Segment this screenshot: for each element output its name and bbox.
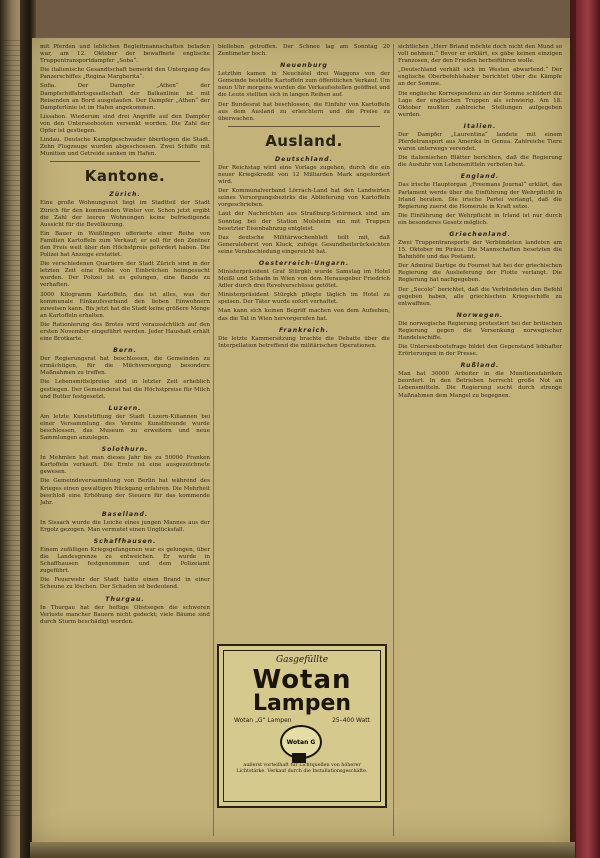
column-rule: [213, 44, 214, 836]
article-paragraph: Ministerpräsident Stürgkh pflegte täglich im Hotel zu speisen. Der Täter wurde sofort verhaftet.: [218, 292, 390, 306]
ad-footnote: außerst vorteilhaft für Lichtquellen von höherer Lichtstärke. Verkauf durch die Installationsgeschäfte.: [236, 763, 368, 774]
article-paragraph: bielleben getroffen. Der Schnee lag am Sonntag 20 Zentimeter hoch.: [218, 44, 390, 58]
article-paragraph: Eine große Wohnungsnot liegt im Stadtteil der Stadt Zürich für den kommenden Winter vor. Schon jetzt ergibt die Zahl der leeren Wohnungen keine befriedigende Aussicht für die Bevölkerung.: [40, 200, 210, 228]
article-paragraph: mit Pferden und leblichen Begleitmannschaften beladen war, am 12. Oktober der bewaffnete englische Truppentransportdampfer „Soba“.: [40, 44, 210, 65]
column-a: [40, 44, 210, 836]
article-paragraph: Einem zufälligen Kriegsgefangenen war es gelungen, über die Landesgrenze zu entweichen. Er wurde in Schaffhausen festgenommen und dem Polizeiamt zugeführt.: [40, 546, 210, 575]
article-paragraph: Die Gemeindeversammlung von Berlin hat während des Krieges einen gewaltigen Rückgang erfahren. Die Mehrheit beschloß eine Erhöhung der Steuern für das kommende Jahr.: [40, 478, 210, 506]
section-heading-ausland: Ausland.: [265, 131, 343, 150]
article-paragraph: Das irische Hauptorgan „Freemans Journal“ erklärt, das Parlament werde über die Einführung der Wehrpflicht in Irland beraten. Die irische Partei verlangt, daß die Regierung zuerst die Homerule in Kraft setze.: [398, 182, 562, 210]
article-paragraph: Laut der Nachrichten aus Straßburg-Schirmeck sind am Sonntag bei der Station Molsheim ein mit Truppen besetzter Eisenbahnzug entgleist.: [218, 211, 390, 232]
subheading-solothurn: Solothurn.: [101, 446, 149, 454]
article-paragraph: Ministerpräsident Graf Stürgkh wurde Samstag im Hotel Meißl und Schadn in Wien von dem Herausgeber Friedrich Adler durch drei Revolverschüsse getötet.: [218, 268, 390, 290]
subheading-baselland: Baselland.: [101, 510, 149, 518]
article-paragraph: In Thurgau hat der heftige Obstsegen die schweren Verluste mancher Bauern nicht gedeckt; viele Bäume sind durch Sturm beschädigt worden.: [40, 604, 210, 625]
article-paragraph: 3000 Kilogramm Kartoffeln, das ist alles, was der kommunale Einkaufsverband den lieben Einwohnern zuweisen kann. Bis jetzt hat die Stadt keine größere Menge an Kartoffeln erhalten.: [40, 291, 210, 319]
book-binding-edge: [570, 0, 600, 858]
article-paragraph: Das deutsche Militärwochenblatt teilt mit, daß Generaloberst von Kluck, zufolge Gesundheitsrücksichten seine Verabschiedung eingereicht hat.: [218, 234, 390, 255]
subheading-deutschland: Deutschland.: [275, 155, 333, 163]
section-divider: [228, 126, 380, 127]
section-divider: [50, 161, 200, 162]
newspaper-page: [32, 38, 570, 842]
lightbulb-icon: Wotan G: [280, 725, 322, 759]
column-c: [398, 44, 562, 836]
article-paragraph: Man hat 30000 Arbeiter in die Munitionsfabriken beordert. In den Betrieben herrscht große Not an Lebensmitteln. Die Regierung sucht durch strenge Maßnahmen dem Mangel zu begegnen.: [398, 371, 562, 399]
article-paragraph: „Deutschland verhält sich im Westen abwartend.“ Der englische Oberbefehlshaber berichtet über die Kämpfe an der Somme.: [398, 67, 562, 88]
subheading-norwegen: Norwegen.: [456, 311, 504, 319]
ad-subline-right: 25–400 Watt: [332, 717, 370, 724]
article-paragraph: Am letzte Kunststiftung der Stadt Luzern-Kiliannen bei einer Versammlung des Vereins Kunstfreunde wurde beschlossen, das Museum zu erweitern und neue Sammlungen anzulegen.: [40, 413, 210, 442]
article-paragraph: sichtlichen „Herr Briand möchte doch nicht den Mund so voll nehmen.“ Bevor er erklärt, es gäbe keinen einzigen Franzosen, der den Frieden herbeiführen wolle.: [398, 44, 562, 65]
article-paragraph: Die englische Korrespondenz an der Somme schildert die Lage der englischen Truppen als schwierig. Am 18. Oktober mußten zahlreiche Stellungen aufgegeben werden.: [398, 90, 562, 118]
article-paragraph: Die verschiedenen Quartiere der Stadt Zürich sind in der letzten Zeit eine Reihe von Einbrüchen heimgesucht worden. Der Polizei ist es gelungen, eine Bande zu verhaften.: [40, 261, 210, 289]
article-paragraph: Der Reichstag wird eine Vorlage zugehen, durch die ein neuer Kriegskredit von 12 Milliarden Mark angefordert wird.: [218, 164, 390, 186]
article-paragraph: Die Unterseebootsfrage bildet den Gegenstand lebhafter Erörterungen in der Presse.: [398, 344, 562, 358]
wotan-lamp-advertisement: [217, 644, 387, 808]
subheading-england: England.: [460, 173, 500, 181]
article-paragraph: Der Regierungsrat hat beschlossen, die Gemeinden zu ermächtigen, für die Milchversorgung besondere Maßnahmen zu treffen.: [40, 356, 210, 377]
article-paragraph: Die italienischen Blätter berichten, daß die Regierung die Ausfuhr von Lebensmitteln verboten hat.: [398, 155, 562, 169]
section-heading-kantone: Kantone.: [84, 167, 166, 186]
subheading-russland: Rußland.: [460, 362, 500, 370]
article-paragraph: Die Feuerwehr der Stadt hatte einen Brand in einer Scheune zu löschen. Der Schaden ist bedeutend.: [40, 577, 210, 591]
article-paragraph: In Sissach wurde die Leiche eines jungen Mannes aus der Ergolz gezogen. Man vermutet einen Unglücksfall.: [40, 519, 210, 533]
article-paragraph: Man kann sich keinen Begriff machen von dem Aufsehen, das die Tat in Wien hervorgerufen hat.: [218, 308, 390, 322]
article-paragraph: Die letzte Kammersitzung brachte die Debatte über die Interpellation betreffend die militärischen Operationen.: [218, 335, 390, 349]
subheading-italien: Italien.: [463, 122, 497, 130]
article-paragraph: Die Einführung der Wehrpflicht in Irland ist nur durch ein besonderes Gesetz möglich.: [398, 212, 562, 226]
article-paragraph: Letzthin kamen in Neuchâtel drei Waggons von der Gemeinde bestellte Kartoffeln zum öffentlichen Verkauf. Um neun Uhr morgens wurden die Verkaufsstellen geöffnet und die Leute stellten sich in langen Reihen auf.: [218, 71, 390, 99]
article-paragraph: Lissabon. Wiederum sind drei Angriffe auf den Dampfer von den Unterseebooten versenkt worden. Die Zahl der Opfer ist gestiegen.: [40, 113, 210, 135]
article-paragraph: Sofia. Der Dampfer „Athen“ der Dampfschiffahrtsgesellschaft der Balkanlinie ist mit Reisenden an Bord ausgelaufen. Der Dampfer „Athen“ der Dampferlinie ist im Hafen angekommen.: [40, 83, 210, 111]
article-paragraph: Der Kommunalverband Lörrach-Land hat den Landwirten seines Versorgungsbezirks die Ablieferung von Kartoffeln vorgeschrieben.: [218, 188, 390, 209]
subheading-oesterreich-ungarn: Oesterreich-Ungarn.: [258, 259, 350, 267]
article-paragraph: Die Lebensmittelpreise sind in letzter Zeit erheblich gestiegen. Der Gemeinderat hat die Höchstpreise für Milch und Butter festgesetzt.: [40, 379, 210, 400]
subheading-luzern: Luzern.: [108, 404, 142, 412]
article-paragraph: Ein Bauer in Weißlingen offerierte einer Reihe von Familien Kartoffeln zum Verkauf; er soll für den Zentner den Preis weit über den Höchstpreis gefordert haben. Die Polizei hat Anzeige erstattet.: [40, 230, 210, 259]
subheading-thurgau: Thurgau.: [105, 595, 145, 603]
ad-brand: Wotan: [252, 665, 352, 695]
article-paragraph: Der Bundesrat hat beschlossen, die Einfuhr von Kartoffeln aus dem Ausland zu erleichtern und die Preise zu überwachen.: [218, 101, 390, 122]
ad-product: Lampen: [252, 691, 352, 716]
page-bottom-edge: [30, 842, 575, 858]
article-paragraph: Lindau. Deutsche Kampfgeschwader überflogen die Stadt. Zehn Flugzeuge wurden abgeschossen. Zwei Schiffe mit Munition und Getreide sanken im Hafen.: [40, 137, 210, 158]
subheading-zuerich: Zürich.: [109, 191, 141, 199]
subheading-neuenburg: Neuenburg: [280, 62, 328, 70]
article-paragraph: In Mehmlen hat man dieses Jahr bis zu 50000 Franken Kartoffeln verkauft. Die Ernte ist eine ausgezeichnete gewesen.: [40, 455, 210, 476]
ad-subline-left: Wotan „G“ Lampen: [234, 717, 292, 724]
ad-tagline: Gasgefüllte: [275, 655, 329, 665]
subheading-bern: Bern.: [113, 347, 137, 355]
lightbulb-base-icon: [292, 753, 306, 763]
article-paragraph: Zwei Truppentransporte der Verbündeten landeten am 15. Oktober im Piräus. Die Mannschaften besetzten die Bahnhöfe und das Postamt.: [398, 239, 562, 261]
subheading-frankreich: Frankreich.: [278, 326, 330, 334]
article-paragraph: Die norwegische Regierung protestiert bei der britischen Regierung gegen die Versenkung norwegischer Handelsschiffe.: [398, 320, 562, 341]
article-paragraph: Der Admiral Dartige du Fournet hat bei der griechischen Regierung die Auslieferung der Flotte verlangt. Die Regierung hat nachgegeben.: [398, 263, 562, 284]
article-paragraph: Der „Secolo“ berichtet, daß die Verbündeten den Befehl gegeben haben, alle griechischen Kriegsschiffe zu entwaffnen.: [398, 286, 562, 307]
article-paragraph: Die italienische Gesandtschaft bemerkt den Untergang des Panzerschiffes „Regina Margherita“.: [40, 67, 210, 81]
column-rule: [393, 44, 394, 836]
ad-frame: [223, 650, 381, 802]
subheading-schaffhausen: Schaffhausen.: [93, 537, 157, 545]
article-paragraph: Der Dampfer „Laurentina“ landete mit einem Pferdetransport aus Amerika in Genua. Zahlreiche Tiere waren unterwegs verendet.: [398, 131, 562, 153]
article-paragraph: Die Rationierung des Brotes wird voraussichtlich auf den ersten November eingeführt werden. Jeder Haushalt erhält eine Brotkarte.: [40, 321, 210, 343]
subheading-griechenland: Griechenland.: [449, 230, 511, 238]
